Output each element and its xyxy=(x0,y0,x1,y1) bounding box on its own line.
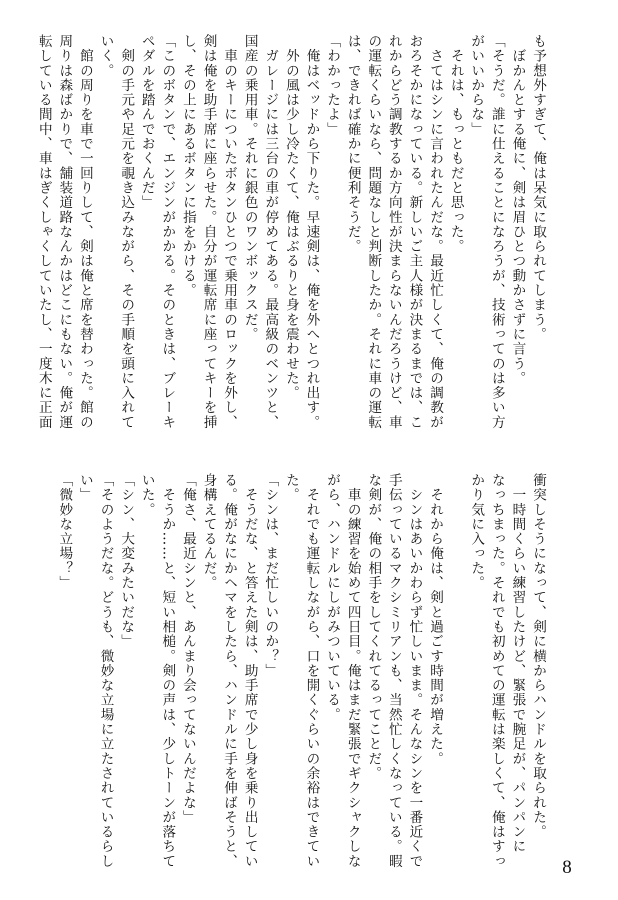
text-line: そうだな、と答えた剣は、助手席で少し身を乗り出してい xyxy=(241,473,258,869)
text-line: ガレージには三台の車が停めてある。最高級のベンツと、 xyxy=(262,34,279,430)
text-line: 「俺さ、最近シンと、あんまり会ってないんだよな」 xyxy=(179,473,196,825)
text-line: 外の風は少し冷たくて、俺はぶるりと身を震わせた。 xyxy=(282,34,299,401)
text-line: おろそかになっている。新しいご主人様が決まるまでは、こ xyxy=(406,34,423,430)
text-line: れからどう調教するか方向性が決まらないんだろうけど、車 xyxy=(385,34,402,430)
text-line: 剣の手元や足元を覗き込みながら、その手順を頭に入れて xyxy=(118,34,135,430)
text-line: いた。 xyxy=(138,473,155,517)
text-line: さてはシンに言われたんだな。最近忙しくて、俺の調教が xyxy=(427,34,444,430)
text-line: 手伝っているマクシミリアンも、当然忙しくなっている。暇 xyxy=(385,473,402,869)
text-line: 一時間くらい練習したけど、緊張で腕足が、パンパンに xyxy=(509,473,526,854)
text-line: な剣が、俺の相手をしてくれてるってことだ。 xyxy=(365,473,382,781)
text-line: それでも運転しながら、口を開くぐらいの余裕はできてい xyxy=(303,473,320,869)
text-line: 国産の乗用車。それに銀色のワンボックスだ。 xyxy=(241,34,258,342)
text-line: 身構えてるんだ。 xyxy=(200,473,217,591)
text-line: シンはあいかわらず忙しいまま。そんなシンを一番近くで xyxy=(406,473,423,869)
text-line: 剣は俺を助手席に座らせた。自分が運転席に座ってキーを挿 xyxy=(200,34,217,430)
text-line: 「そうだ。誰に仕えることになろうが、技術ってのは多い方 xyxy=(488,34,505,430)
text-line: 「微妙な立場？」 xyxy=(56,473,73,591)
text-line: いく。 xyxy=(97,34,114,78)
text-line: ペダルを踏んでおくんだ」 xyxy=(138,34,155,210)
text-line: 「わかったよ」 xyxy=(324,34,341,137)
text-line: 「このボタンで、エンジンがかかる。そのときは、ブレーキ xyxy=(159,34,176,430)
text-line: 転している間中、車はぎくしゃくしていたし、一度木に正面 xyxy=(35,34,52,430)
text-line: 車の練習を始めて四日目。俺はまだ緊張でギクシャクしな xyxy=(344,473,361,869)
text-line: 車のキーについたボタンひとつで乗用車のロックを外し、 xyxy=(221,34,238,430)
text-line: た。 xyxy=(282,473,299,503)
text-line: がいいからな」 xyxy=(468,34,485,137)
text-line: ぼかんとする俺に、剣は眉ひとつ動かさずに言う。 xyxy=(509,34,526,386)
text-line: それから俺は、剣と過ごす時間が増えた。 xyxy=(427,473,444,766)
page-number: 8 xyxy=(562,857,572,878)
lower-text-block xyxy=(56,473,548,871)
text-line: 「そのようだな。どうも、微妙な立場に立たされているらし xyxy=(97,473,114,869)
text-line: は、できれば確かに便利そうだ。 xyxy=(344,34,361,254)
text-line: なっちまった。それでも初めての運転は楽しくて、俺はすっ xyxy=(488,473,505,869)
text-line xyxy=(445,473,466,871)
text-line: それは、もっともだと思った。 xyxy=(447,34,464,254)
text-line: かり気に入った。 xyxy=(468,473,485,591)
text-line: い」 xyxy=(76,473,93,503)
text-line: る。俺がなにかヘマをしたら、ハンドルに手を伸ばそうと、 xyxy=(221,473,238,869)
text-line: の運転くらいなら、問題なしと判断したか。それに車の運転 xyxy=(365,34,382,430)
text-line: がら、ハンドルにしがみついている。 xyxy=(324,473,341,723)
text-line: も予想外すぎて、俺は呆気に取られてしまう。 xyxy=(530,34,546,342)
text-line: し、その上にあるボタンに指をかける。 xyxy=(179,34,196,298)
text-line: 「シンは、まだ忙しいのか？」 xyxy=(262,473,279,679)
text-line: 衝突しそうになって、剣に横からハンドルを取られた。 xyxy=(530,473,546,840)
text-line: そうか……と、短い相槌。剣の声は、少しトーンが落ちて xyxy=(159,473,176,869)
text-line: 「シン、大変みたいだな」 xyxy=(118,473,135,649)
text-line: 館の周りを車で一回りして、剣は俺と席を替わった。館の xyxy=(76,34,93,430)
text-line: 周りは森ばかりで、舗装道路なんかはどこにもない。俺が運 xyxy=(56,34,73,430)
text-line: 俺はベッドから下りた。早速剣は、俺を外へとつれ出す。 xyxy=(303,34,320,430)
upper-text-block xyxy=(35,34,548,430)
